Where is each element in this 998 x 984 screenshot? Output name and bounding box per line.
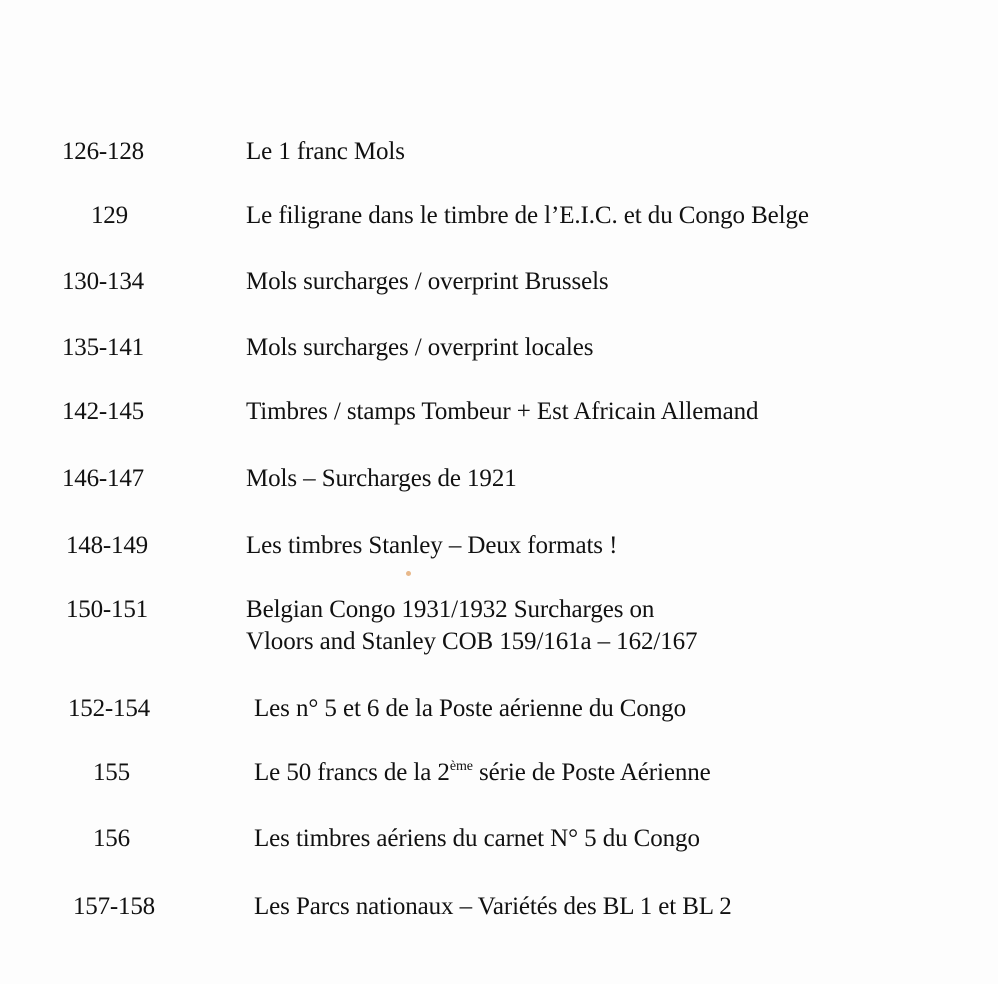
entry-title: Le 1 franc Mols [246,138,405,165]
entry-title: Le filigrane dans le timbre de l’E.I.C. et du Congo Belge [246,202,809,229]
entry-title-superscript: ème [449,759,473,774]
entry-title-line-1: Belgian Congo 1931/1932 Surcharges on [246,596,655,623]
entry-title [246,594,697,658]
page-range: 130-134 [62,268,144,295]
page-range: 148-149 [66,532,148,559]
page-range: 129 [91,202,128,229]
entry-title-text: Le 50 francs de la 2 [254,759,450,786]
entry-title-text-continued: série de Poste Aérienne [472,759,711,786]
page-range: 155 [93,759,130,786]
page-range: 157-158 [73,893,155,920]
page-range: 146-147 [62,465,144,492]
page-range: 126-128 [62,138,144,165]
entry-title-line-2: Vloors and Stanley COB 159/161a – 162/167 [246,628,698,655]
page-range: 142-145 [62,398,144,425]
entry-title: Mols surcharges / overprint locales [246,334,594,361]
entry-title: Timbres / stamps Tombeur + Est Africain Allemand [246,398,759,425]
entry-title: Les Parcs nationaux – Variétés des BL 1 et BL 2 [254,893,732,920]
entry-title: Les timbres Stanley – Deux formats ! [246,532,618,559]
entry-title: Les n° 5 et 6 de la Poste aérienne du Congo [254,695,686,722]
page-range: 156 [93,825,130,852]
entry-title: Les timbres aériens du carnet N° 5 du Congo [254,825,700,852]
entry-title: Mols – Surcharges de 1921 [246,465,517,492]
scan-speck [406,571,411,576]
page-range: 150-151 [66,596,148,623]
entry-title [254,757,711,789]
page-range: 135-141 [62,334,144,361]
page-range: 152-154 [68,695,150,722]
entry-title: Mols surcharges / overprint Brussels [246,268,609,295]
